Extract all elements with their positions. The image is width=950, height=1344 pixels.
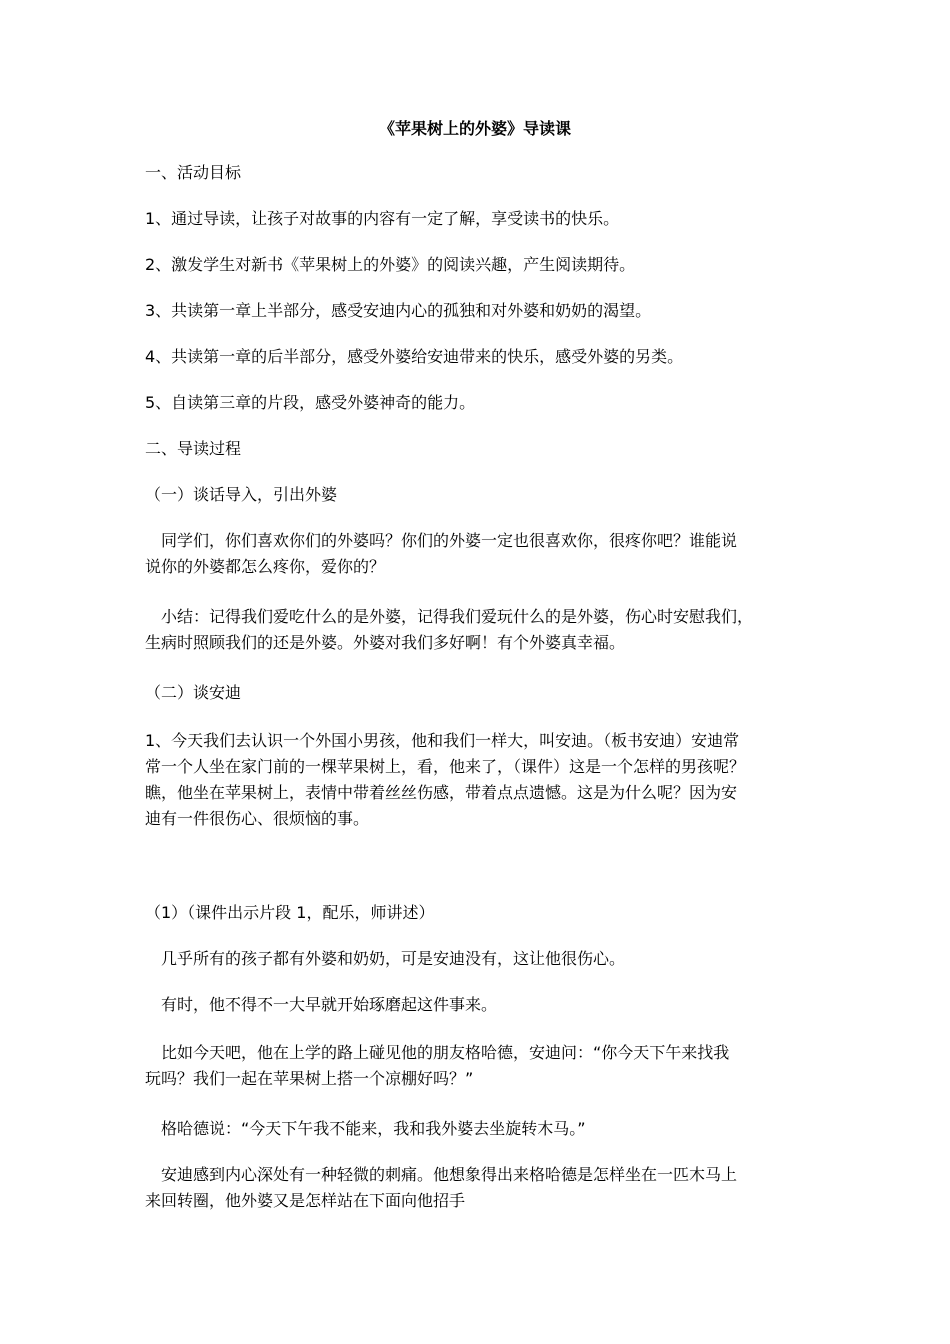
intro-line: 同学们，你们喜欢你们的外婆吗？你们的外婆一定也很喜欢你，很疼你吧？谁能说 bbox=[145, 531, 738, 550]
section-heading-process: 二、导读过程 bbox=[145, 439, 242, 458]
summary-line: 生病时照顾我们的还是外婆。外婆对我们多好啊！有个外婆真幸福。 bbox=[145, 633, 626, 652]
step-heading-1: （1）（课件出示片段 1，配乐，师讲述） bbox=[145, 903, 435, 922]
story-line: 玩吗？我们一起在苹果树上搭一个凉棚好吗？” bbox=[145, 1069, 474, 1088]
goal-item-5: 5、自读第三章的片段，感受外婆神奇的能力。 bbox=[145, 393, 476, 412]
story-paragraph-5 bbox=[145, 1162, 810, 1214]
intro-line: 说你的外婆都怎么疼你，爱你的？ bbox=[145, 557, 386, 576]
andy-line: 瞧，他坐在苹果树上，表情中带着丝丝伤感，带着点点遗憾。这是为什么呢？因为安 bbox=[145, 783, 738, 802]
part-heading-andy: （二）谈安迪 bbox=[145, 683, 242, 702]
intro-paragraph bbox=[145, 528, 810, 580]
goal-item-1: 1、通过导读，让孩子对故事的内容有一定了解，享受读书的快乐。 bbox=[145, 209, 620, 228]
goal-item-3: 3、共读第一章上半部分，感受安迪内心的孤独和对外婆和奶奶的渴望。 bbox=[145, 301, 652, 320]
story-paragraph-1: 几乎所有的孩子都有外婆和奶奶，可是安迪没有，这让他很伤心。 bbox=[145, 949, 626, 968]
section-heading-goals: 一、活动目标 bbox=[145, 163, 242, 182]
andy-line: 常一个人坐在家门前的一棵苹果树上，看，他来了，（课件）这是一个怎样的男孩呢？ bbox=[145, 757, 746, 776]
document-title: 《苹果树上的外婆》导读课 bbox=[378, 119, 571, 138]
story-line: 比如今天吧，他在上学的路上碰见他的朋友格哈德，安迪问：“你今天下午来找我 bbox=[145, 1043, 730, 1062]
summary-paragraph bbox=[145, 604, 810, 656]
goal-item-4: 4、共读第一章的后半部分，感受外婆给安迪带来的快乐，感受外婆的另类。 bbox=[145, 347, 684, 366]
story-paragraph-2: 有时，他不得不一大早就开始琢磨起这件事来。 bbox=[145, 995, 498, 1014]
story-line: 安迪感到内心深处有一种轻微的刺痛。他想象得出来格哈德是怎样坐在一匹木马上 bbox=[145, 1165, 738, 1184]
andy-line: 迪有一件很伤心、很烦恼的事。 bbox=[145, 809, 370, 828]
story-paragraph-4: 格哈德说：“今天下午我不能来，我和我外婆去坐旋转木马。” bbox=[145, 1119, 586, 1138]
andy-paragraph bbox=[145, 728, 810, 832]
part-heading-intro: （一）谈话导入，引出外婆 bbox=[145, 485, 338, 504]
summary-line: 小结：记得我们爱吃什么的是外婆，记得我们爱玩什么的是外婆，伤心时安慰我们， bbox=[145, 607, 754, 626]
story-paragraph-3 bbox=[145, 1040, 810, 1092]
andy-line: 1、今天我们去认识一个外国小男孩，他和我们一样大，叫安迪。（板书安迪）安迪常 bbox=[145, 731, 740, 750]
goal-item-2: 2、激发学生对新书《苹果树上的外婆》的阅读兴趣，产生阅读期待。 bbox=[145, 255, 636, 274]
story-line: 来回转圈，他外婆又是怎样站在下面向他招手 bbox=[145, 1191, 466, 1210]
